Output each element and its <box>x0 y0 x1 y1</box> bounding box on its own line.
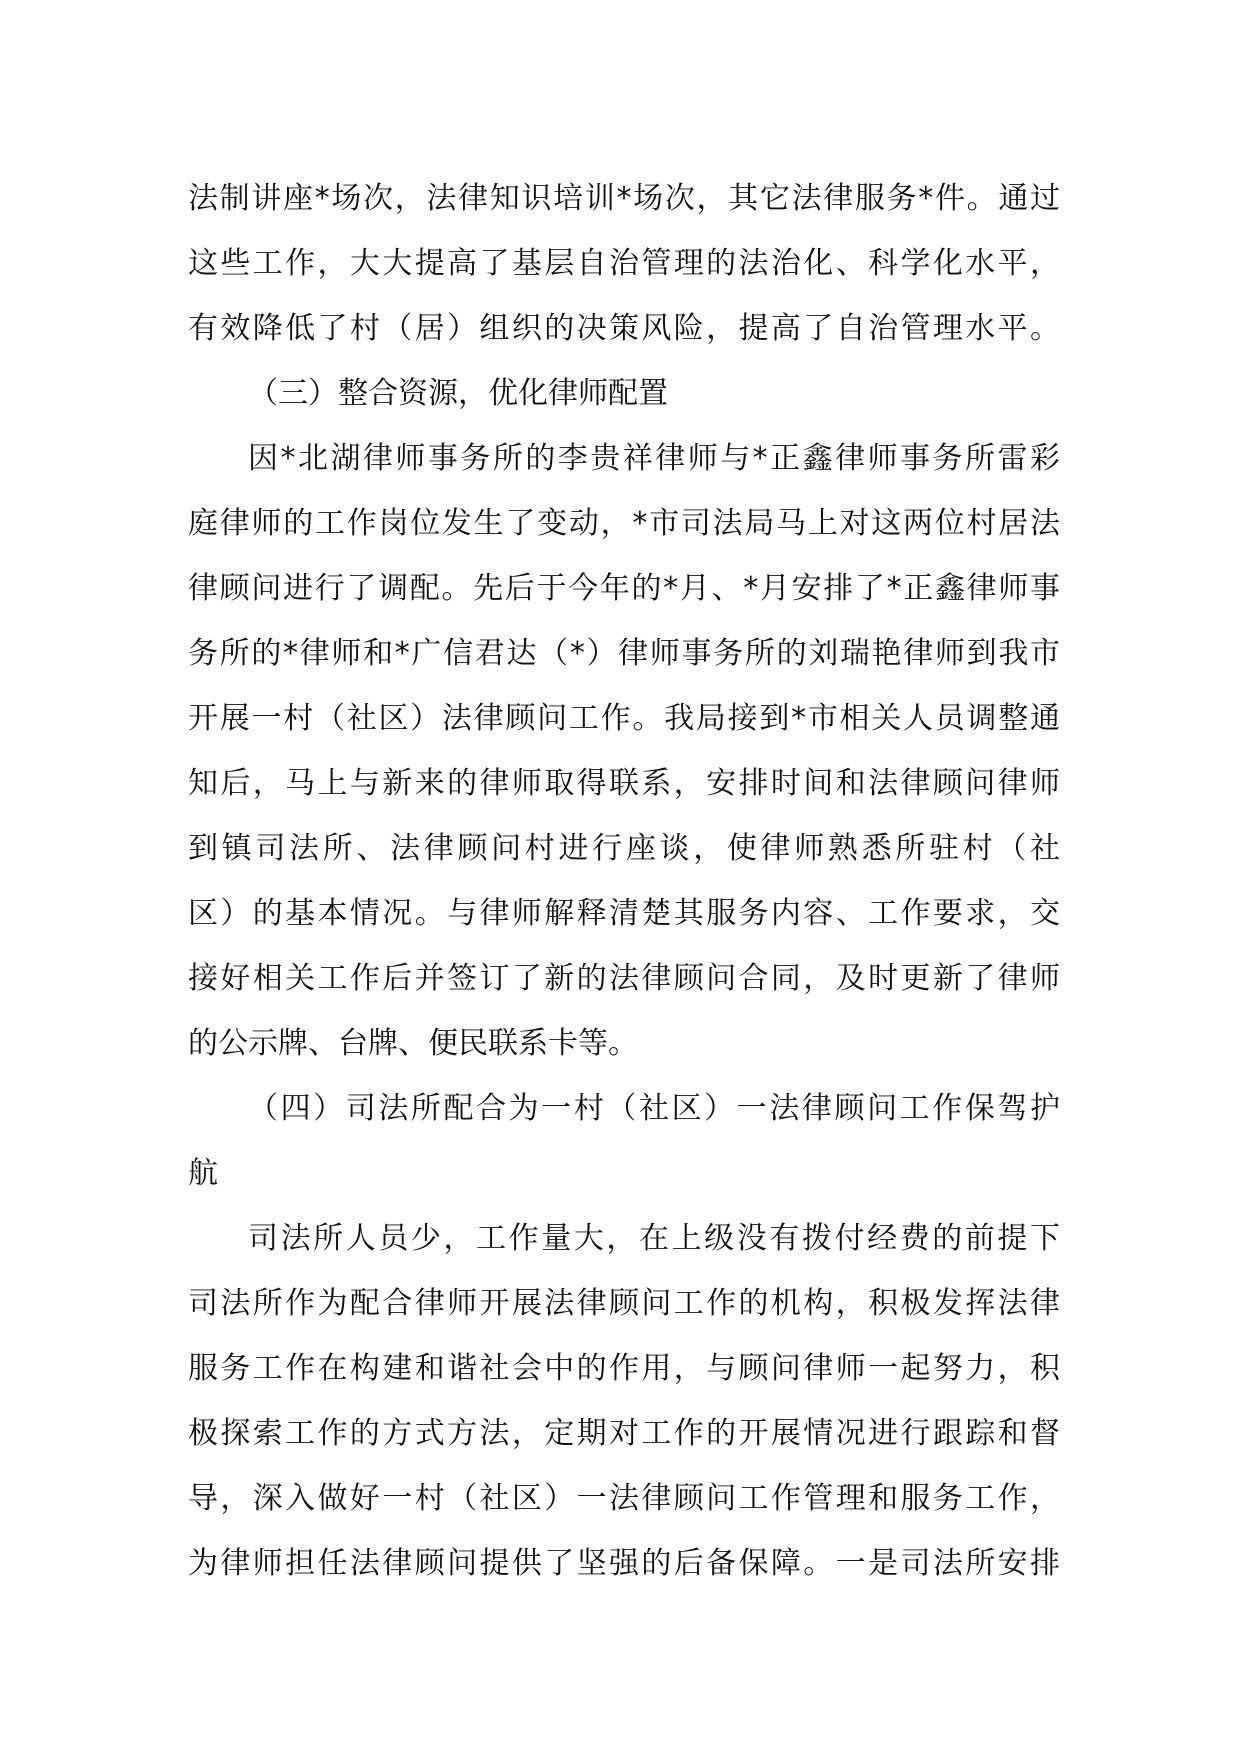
text-line: 到镇司法所、法律顾问村进行座谈，使律师熟悉所驻村（社 <box>188 831 1060 866</box>
text-line: 有效降低了村（居）组织的决策风险，提高了自治管理水平。 <box>188 311 1060 346</box>
text-line: 司法所人员少，工作量大，在上级没有拨付经费的前提下 <box>248 1221 1060 1256</box>
text-line: 知后，马上与新来的律师取得联系，安排时间和法律顾问律师 <box>188 766 1060 801</box>
text-line: 区）的基本情况。与律师解释清楚其服务内容、工作要求，交 <box>188 896 1060 931</box>
text-line: 庭律师的工作岗位发生了变动，*市司法局马上对这两位村居法 <box>188 506 1060 541</box>
text-line: 务所的*律师和*广信君达（*）律师事务所的刘瑞艳律师到我市 <box>188 636 1060 671</box>
text-line: 法制讲座*场次，法律知识培训*场次，其它法律服务*件。通过 <box>188 181 1060 216</box>
text-line: 为律师担任法律顾问提供了坚强的后备保障。一是司法所安排 <box>188 1546 1060 1581</box>
document-page <box>188 166 1060 1596</box>
section-heading: （三）整合资源，优化律师配置 <box>248 376 668 411</box>
text-line: 开展一村（社区）法律顾问工作。我局接到*市相关人员调整通 <box>188 701 1060 736</box>
text-line: 极探索工作的方式方法，定期对工作的开展情况进行跟踪和督 <box>188 1416 1060 1451</box>
text-line: 律顾问进行了调配。先后于今年的*月、*月安排了*正鑫律师事 <box>188 571 1060 606</box>
text-line: 服务工作在构建和谐社会中的作用，与顾问律师一起努力，积 <box>188 1351 1060 1386</box>
text-line: 导，深入做好一村（社区）一法律顾问工作管理和服务工作， <box>188 1481 1060 1516</box>
text-line: 的公示牌、台牌、便民联系卡等。 <box>188 1026 638 1061</box>
text-line: 这些工作，大大提高了基层自治管理的法治化、科学化水平， <box>188 246 1060 281</box>
section-heading: （四）司法所配合为一村（社区）一法律顾问工作保驾护 <box>248 1091 1060 1126</box>
text-line: 因*北湖律师事务所的李贵祥律师与*正鑫律师事务所雷彩 <box>248 441 1060 476</box>
section-heading: 航 <box>188 1156 218 1191</box>
text-line: 司法所作为配合律师开展法律顾问工作的机构，积极发挥法律 <box>188 1286 1060 1321</box>
text-line: 接好相关工作后并签订了新的法律顾问合同，及时更新了律师 <box>188 961 1060 996</box>
